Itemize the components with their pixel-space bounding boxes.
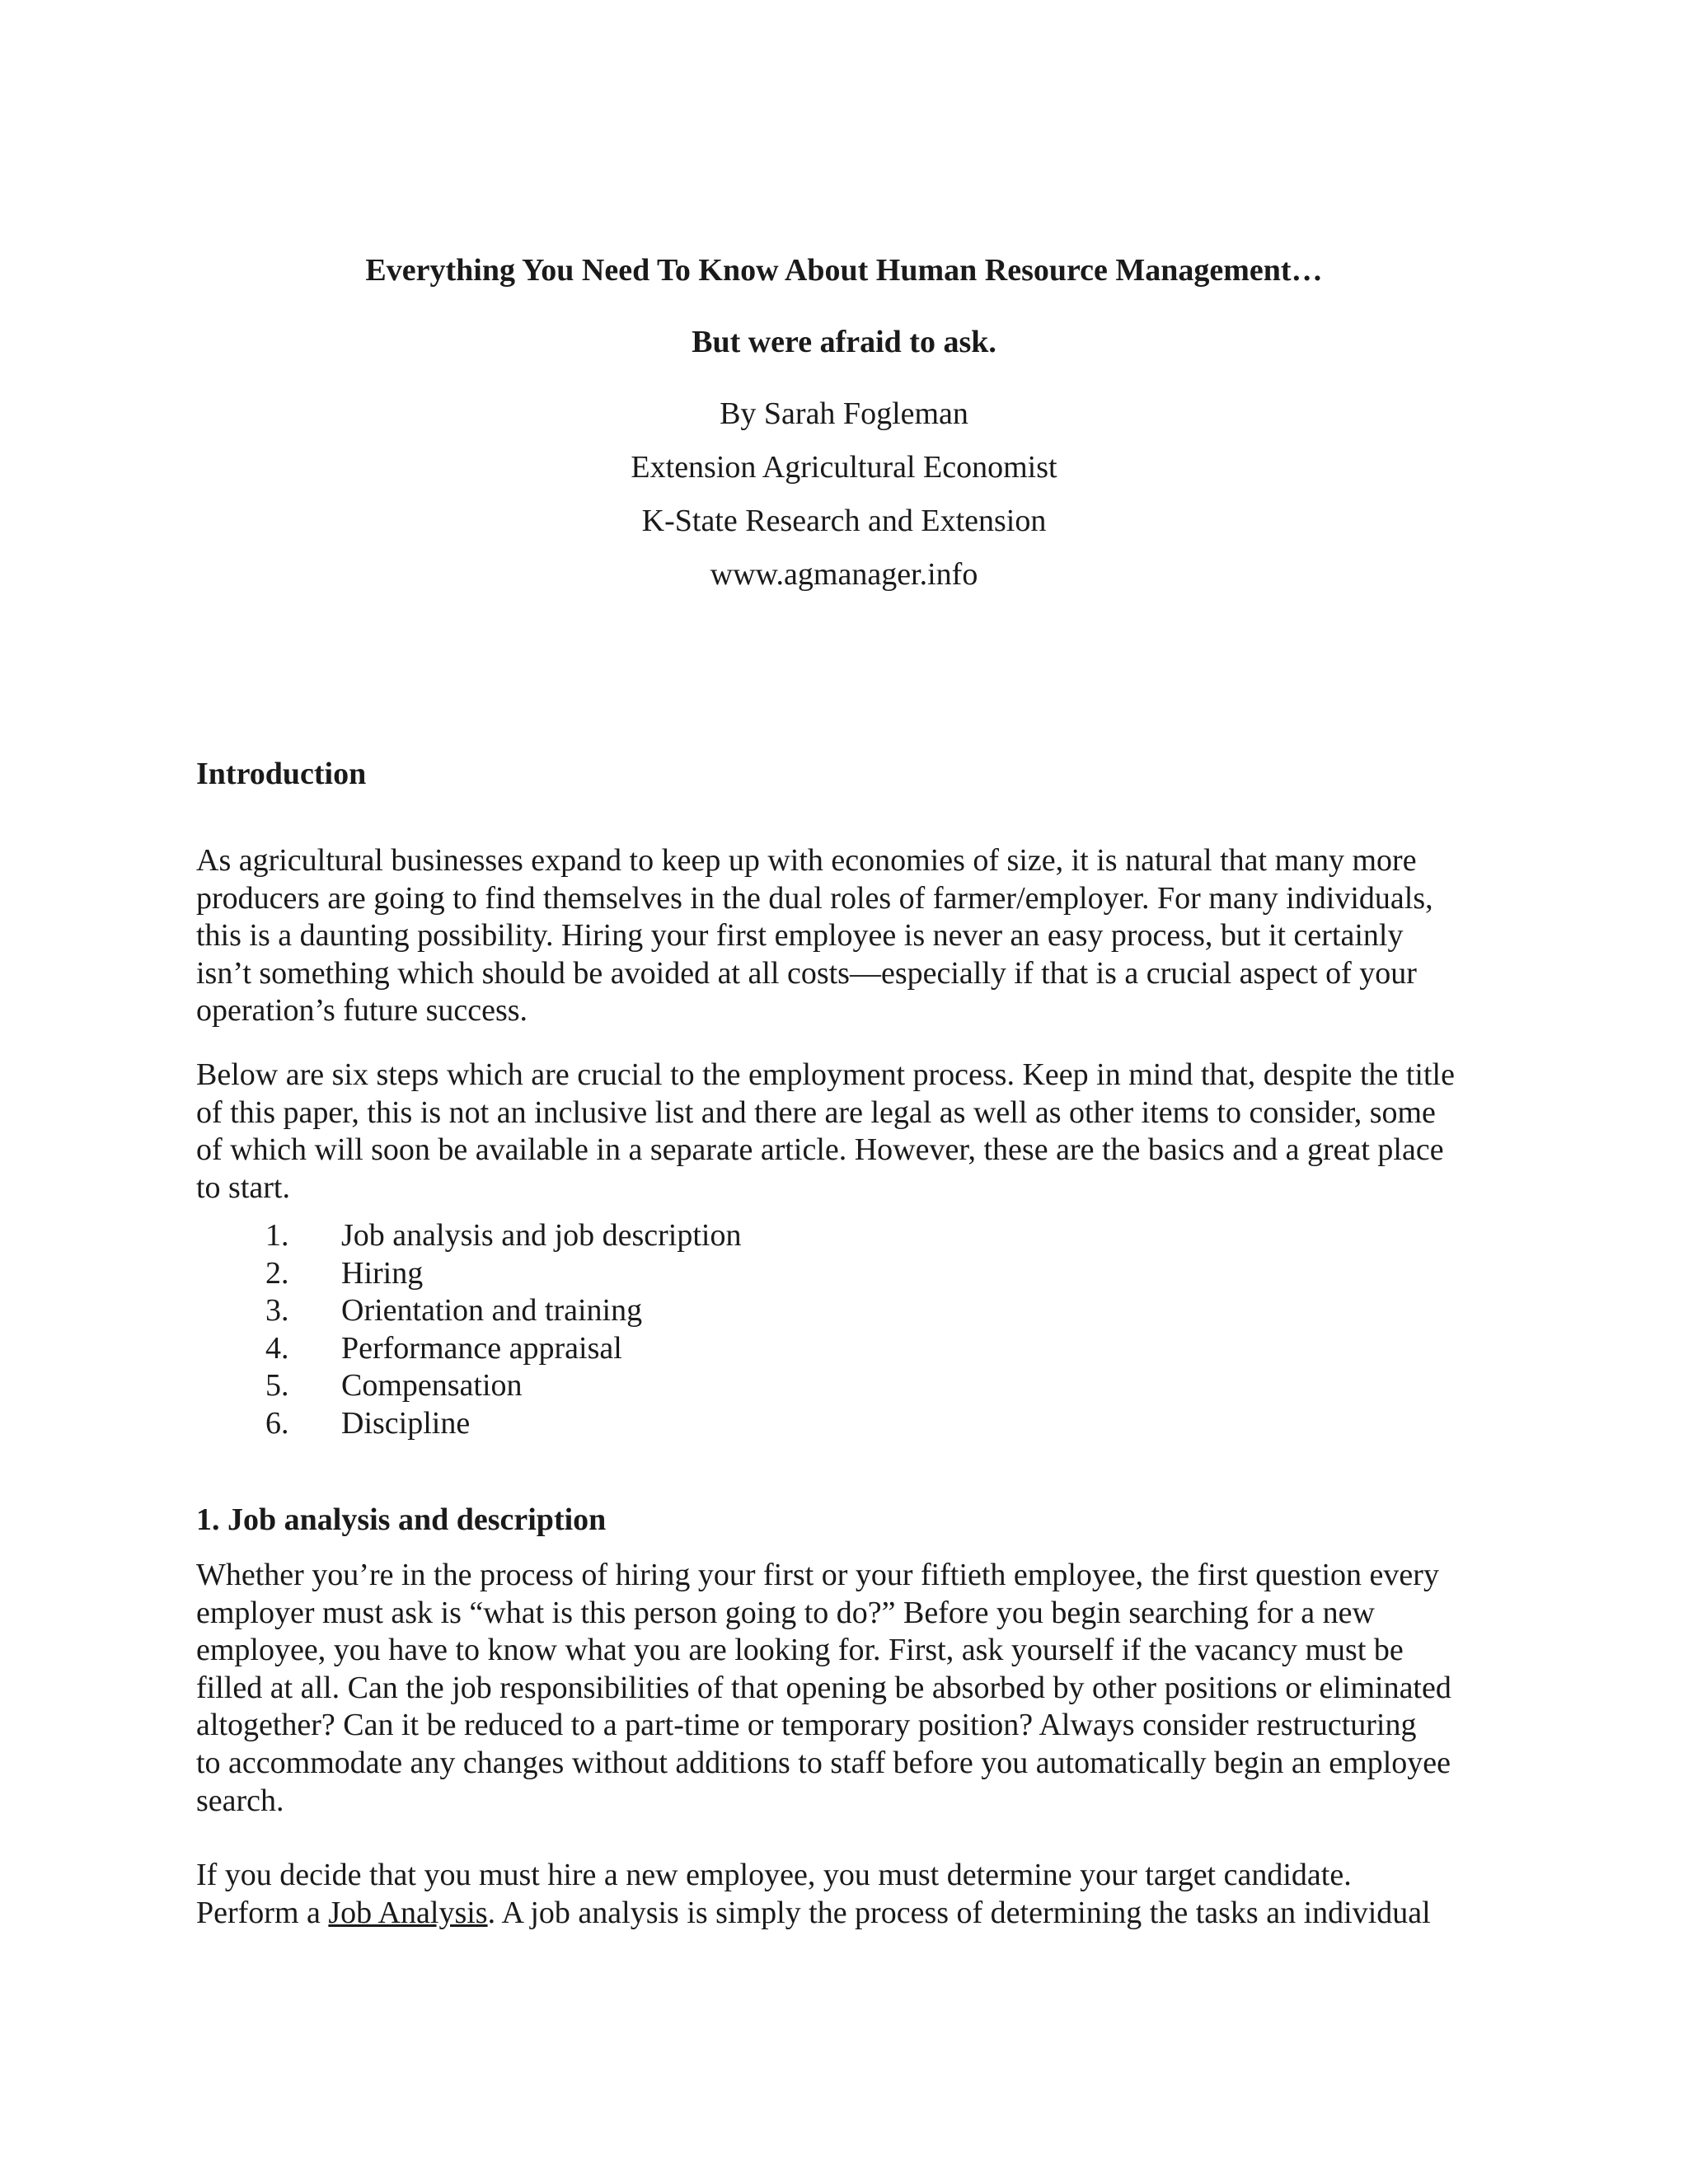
paragraph-line: this is a daunting possibility. Hiring your first employee is never an easy process, but it certainly (196, 918, 1404, 954)
section-1-heading: 1. Job analysis and description (196, 1502, 607, 1537)
paragraph-line: If you decide that you must hire a new employee, you must determine your target candidate. (196, 1858, 1352, 1892)
website-link[interactable]: www.agmanager.info (710, 557, 978, 592)
paragraph-line: employer must ask is “what is this person going to do?” Before you begin searching for a new (196, 1595, 1375, 1630)
introduction-paragraph-1 (196, 842, 1515, 1030)
list-item (0, 1330, 1688, 1368)
job-analysis-link[interactable]: Job Analysis (328, 1895, 488, 1930)
list-item-label: Discipline (341, 1405, 471, 1441)
list-item (0, 1292, 1688, 1330)
paragraph-line: As agricultural businesses expand to keep up with economies of size, it is natural that many more (196, 843, 1417, 878)
list-item-label: Performance appraisal (341, 1330, 622, 1366)
list-item-label: Compensation (341, 1368, 523, 1404)
steps-list (0, 1217, 1688, 1443)
paragraph-line: isn’t something which should be avoided at all costs—especially if that is a crucial aspect of your (196, 955, 1417, 991)
list-item-number: 2. (265, 1255, 289, 1291)
list-item-number: 1. (265, 1218, 289, 1253)
paragraph-line: filled at all. Can the job responsibilities of that opening be absorbed by other positions or eliminated (196, 1670, 1451, 1705)
document-title: Everything You Need To Know About Human Resource Management… (365, 253, 1323, 288)
paragraph-line: of this paper, this is not an inclusive list and there are legal as well as other items to consider, some (196, 1094, 1436, 1130)
list-item-number: 5. (265, 1368, 289, 1404)
list-item-number: 6. (265, 1405, 289, 1441)
author-organization: K-State Research and Extension (641, 504, 1047, 538)
section-1-paragraph-2 (196, 1857, 1515, 1932)
paragraph-line: employee, you have to know what you are looking for. First, ask yourself if the vacancy must be (196, 1633, 1404, 1668)
text-run: Perform a (196, 1895, 329, 1930)
paragraph-line: altogether? Can it be reduced to a part-time or temporary position? Always consider restructuring (196, 1708, 1417, 1743)
list-item-number: 3. (265, 1293, 289, 1329)
introduction-heading: Introduction (196, 757, 367, 791)
author-name: By Sarah Fogleman (720, 396, 968, 431)
paragraph-line: to accommodate any changes without additions to staff before you automatically begin an employee (196, 1745, 1451, 1780)
author-position: Extension Agricultural Economist (631, 450, 1057, 485)
paragraph-line: Whether you’re in the process of hiring your first or your fiftieth employee, the first question every (196, 1558, 1439, 1592)
list-item-label: Orientation and training (341, 1293, 643, 1329)
paragraph-line (196, 1895, 1515, 1933)
list-item-label: Job analysis and job description (341, 1218, 742, 1253)
paragraph-line: producers are going to find themselves in the dual roles of farmer/employer. For many individuals, (196, 880, 1433, 916)
paragraph-line: search. (196, 1783, 284, 1818)
section-1-paragraph-1 (196, 1557, 1515, 1820)
list-item (0, 1217, 1688, 1255)
text-run: . A job analysis is simply the process of determining the tasks an individual (487, 1895, 1431, 1930)
list-item (0, 1405, 1688, 1443)
paragraph-line: operation’s future success. (196, 993, 528, 1029)
introduction-paragraph-2 (196, 1057, 1515, 1207)
paragraph-line: of which will soon be available in a separate article. However, these are the basics and a great place (196, 1132, 1444, 1168)
list-item (0, 1367, 1688, 1405)
list-item-number: 4. (265, 1330, 289, 1366)
list-item (0, 1255, 1688, 1293)
list-item-label: Hiring (341, 1255, 424, 1291)
paragraph-line: Below are six steps which are crucial to the employment process. Keep in mind that, despite the title (196, 1057, 1455, 1092)
paragraph-line: to start. (196, 1169, 290, 1205)
document-subtitle: But were afraid to ask. (692, 325, 996, 359)
